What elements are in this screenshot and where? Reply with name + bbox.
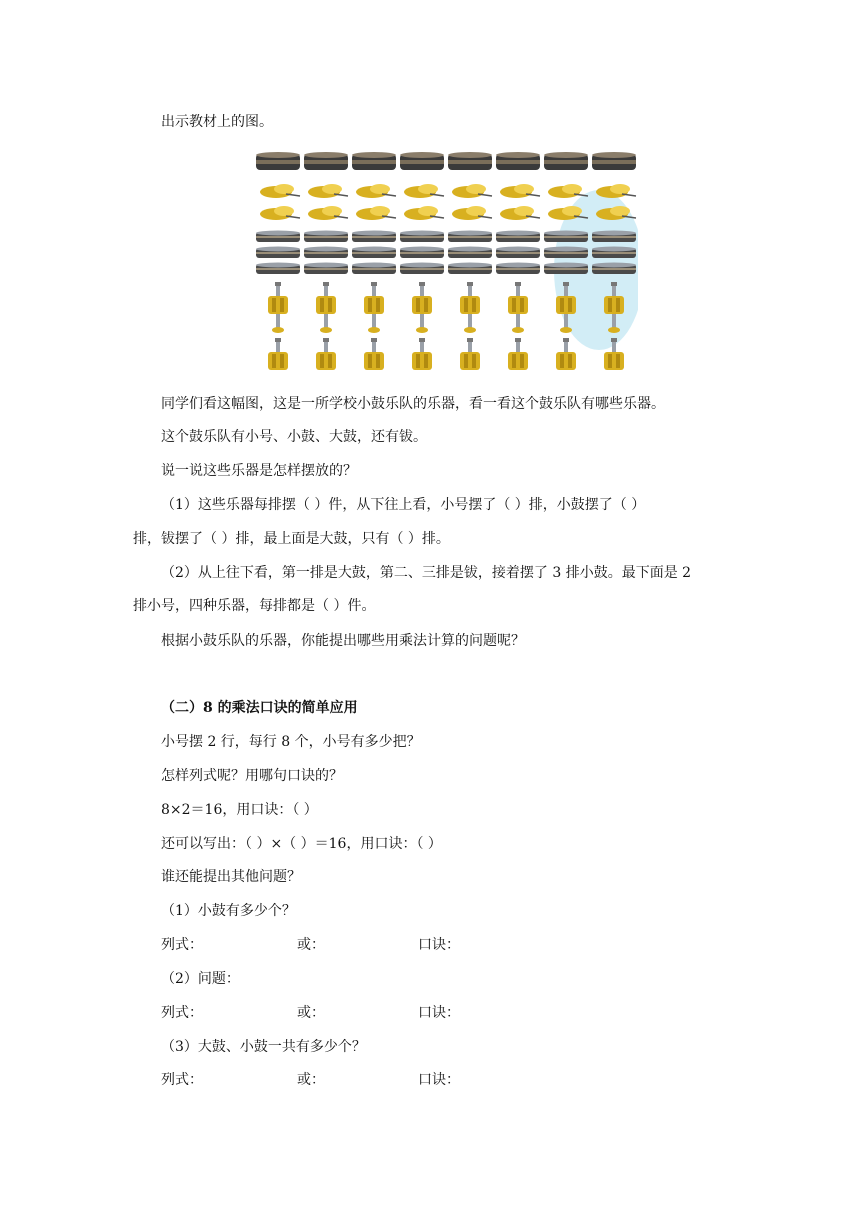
cymbal-icon bbox=[452, 206, 492, 220]
question-3: （3）大鼓、小鼓一共有多少个？ bbox=[161, 1039, 366, 1055]
small-drum-icon bbox=[592, 263, 636, 275]
paragraph-item1-line1: （1）这些乐器每排摆（ ）件，从下往上看，小号摆了（ ）排，小鼓摆了（ ） bbox=[161, 497, 646, 513]
trumpet-icon bbox=[460, 282, 480, 333]
paragraph-item2-line2: 排小号，四种乐器，每排都是（ ）件。 bbox=[133, 598, 376, 614]
paragraph-observe: 同学们看这幅图，这是一所学校小鼓乐队的乐器，看一看这个鼓乐队有哪些乐器。 bbox=[161, 396, 665, 412]
small-drum-icon bbox=[544, 263, 588, 275]
cymbal-icon bbox=[596, 184, 636, 198]
cymbal-icon bbox=[308, 184, 348, 198]
other-questions-prompt: 谁还能提出其他问题？ bbox=[161, 869, 301, 885]
intro-text: 出示教材上的图。 bbox=[161, 114, 273, 130]
paragraph-item1-line2: 排，钹摆了（ ）排，最上面是大鼓，只有（ ）排。 bbox=[133, 531, 450, 547]
formula-label-3: 列式： bbox=[161, 1072, 203, 1088]
big-drum-icon bbox=[304, 152, 348, 170]
cymbal-icon bbox=[260, 184, 300, 198]
trumpet-icon bbox=[364, 282, 384, 333]
trumpet-question: 小号摆 2 行，每行 8 个，小号有多少把？ bbox=[161, 734, 421, 750]
rhyme-label-2: 口诀： bbox=[418, 1005, 460, 1021]
big-drum-icon bbox=[256, 152, 300, 170]
alternate-equation-line: 还可以写出：（ ）×（ ）＝16，用口诀：（ ） bbox=[161, 836, 442, 852]
cymbal-icon bbox=[356, 206, 396, 220]
small-drum-icon bbox=[400, 231, 444, 243]
trumpet-icon bbox=[364, 338, 384, 370]
small-drum-icon bbox=[592, 231, 636, 243]
instrument-figure bbox=[254, 150, 638, 370]
instrument-grid bbox=[254, 150, 638, 370]
paragraph-arrangement-question: 说一说这些乐器是怎样摆放的？ bbox=[161, 463, 357, 479]
cymbal-icon bbox=[404, 206, 444, 220]
formula-label-1: 列式： bbox=[161, 937, 203, 953]
big-drum-icon bbox=[448, 152, 492, 170]
cymbal-icon bbox=[452, 184, 492, 198]
how-to-write: 怎样列式呢？用哪句口诀的？ bbox=[161, 768, 343, 784]
trumpet-icon bbox=[412, 338, 432, 370]
big-drum-icon bbox=[400, 152, 444, 170]
big-drum-icon bbox=[544, 152, 588, 170]
small-drum-icon bbox=[352, 231, 396, 243]
big-drum-icon bbox=[496, 152, 540, 170]
trumpet-icon bbox=[316, 282, 336, 333]
paragraph-instruments: 这个鼓乐队有小号、小鼓、大鼓，还有钹。 bbox=[161, 429, 427, 445]
small-drum-icon bbox=[304, 231, 348, 243]
trumpet-icon bbox=[508, 338, 528, 370]
paragraph-item2-line1: （2）从上往下看，第一排是大鼓，第二、三排是钹，接着摆了 3 排小鼓。最下面是 2 bbox=[161, 565, 692, 581]
small-drum-icon bbox=[256, 263, 300, 275]
cymbal-icon bbox=[404, 184, 444, 198]
big-drum-icon bbox=[592, 152, 636, 170]
small-drum-icon bbox=[448, 263, 492, 275]
cymbal-icon bbox=[260, 206, 300, 220]
cymbal-icon bbox=[308, 206, 348, 220]
small-drum-icon bbox=[400, 263, 444, 275]
cymbal-icon bbox=[548, 184, 588, 198]
trumpet-icon bbox=[556, 338, 576, 370]
or-label-1: 或： bbox=[297, 937, 325, 953]
question-2: （2）问题： bbox=[161, 971, 240, 987]
small-drum-icon bbox=[352, 263, 396, 275]
small-drum-icon bbox=[256, 247, 300, 259]
small-drum-icon bbox=[544, 247, 588, 259]
trumpet-icon bbox=[508, 282, 528, 333]
or-label-2: 或： bbox=[297, 1005, 325, 1021]
trumpet-icon bbox=[268, 282, 288, 333]
small-drum-icon bbox=[304, 263, 348, 275]
small-drum-icon bbox=[256, 231, 300, 243]
small-drum-icon bbox=[448, 231, 492, 243]
big-drum-icon bbox=[352, 152, 396, 170]
small-drum-icon bbox=[352, 247, 396, 259]
formula-label-2: 列式： bbox=[161, 1005, 203, 1021]
equation-line: 8×2＝16，用口诀：（ ） bbox=[161, 802, 318, 818]
paragraph-pose-questions: 根据小鼓乐队的乐器，你能提出哪些用乘法计算的问题呢？ bbox=[161, 633, 525, 649]
small-drum-icon bbox=[544, 231, 588, 243]
small-drum-icon bbox=[496, 263, 540, 275]
trumpet-icon bbox=[268, 338, 288, 370]
question-1: （1）小鼓有多少个？ bbox=[161, 903, 296, 919]
or-label-3: 或： bbox=[297, 1072, 325, 1088]
rhyme-label-1: 口诀： bbox=[418, 937, 460, 953]
trumpet-icon bbox=[460, 338, 480, 370]
small-drum-icon bbox=[448, 247, 492, 259]
small-drum-icon bbox=[496, 231, 540, 243]
cymbal-icon bbox=[500, 206, 540, 220]
small-drum-icon bbox=[592, 247, 636, 259]
small-drum-icon bbox=[496, 247, 540, 259]
cymbal-icon bbox=[500, 184, 540, 198]
small-drum-icon bbox=[304, 247, 348, 259]
rhyme-label-3: 口诀： bbox=[418, 1072, 460, 1088]
cymbal-icon bbox=[356, 184, 396, 198]
trumpet-icon bbox=[316, 338, 336, 370]
section-heading: （二）8 的乘法口诀的简单应用 bbox=[161, 700, 358, 716]
trumpet-icon bbox=[412, 282, 432, 333]
small-drum-icon bbox=[400, 247, 444, 259]
